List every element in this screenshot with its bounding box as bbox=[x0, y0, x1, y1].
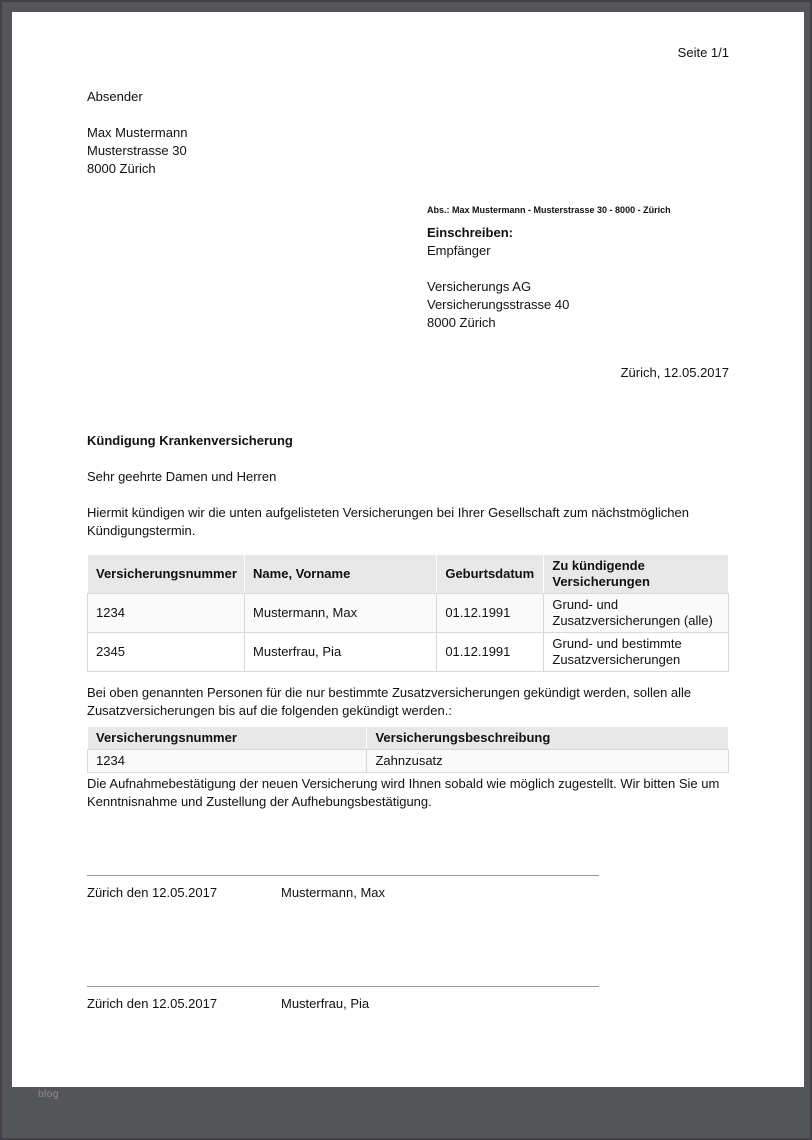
registered-mail-label: Einschreiben: bbox=[427, 225, 513, 240]
sender-label: Absender bbox=[87, 89, 143, 104]
sender-city: 8000 Zürich bbox=[87, 161, 156, 176]
signature-place-date: Zürich den 12.05.2017 bbox=[87, 885, 218, 900]
blog-watermark: blog bbox=[38, 1089, 59, 1100]
table-cell: Grund- und bestimmte Zusatzversicherungen bbox=[544, 633, 729, 672]
sender-address-block bbox=[87, 124, 729, 178]
exception-table bbox=[87, 726, 729, 773]
signature-line bbox=[87, 875, 599, 876]
table-header-row bbox=[88, 727, 729, 750]
recipient-label: Empfänger bbox=[427, 243, 491, 258]
recipient-city: 8000 Zürich bbox=[427, 315, 496, 330]
table-cell: 01.12.1991 bbox=[437, 633, 544, 672]
sender-name: Max Mustermann bbox=[87, 125, 188, 140]
signature-text bbox=[87, 884, 729, 902]
signature-place-date: Zürich den 12.05.2017 bbox=[87, 996, 218, 1011]
signature-name: Musterfrau, Pia bbox=[281, 996, 370, 1011]
table-header-row bbox=[88, 555, 729, 594]
table-cell: 1234 bbox=[88, 750, 367, 773]
signature-line bbox=[87, 986, 599, 987]
table-cell: Mustermann, Max bbox=[245, 594, 437, 633]
middle-paragraph: Bei oben genannten Personen für die nur bestimmte Zusatzversicherungen gekündigt werden, sollen alle Zusatzversicherungen bis auf die folgenden gekündigt werden.: bbox=[87, 685, 692, 718]
recipient-address-block bbox=[427, 204, 729, 332]
table-cell: Musterfrau, Pia bbox=[245, 633, 437, 672]
column-header: Zu kündigende Versicherungen bbox=[544, 555, 729, 594]
table-cell: Grund- und Zusatzversicherungen (alle) bbox=[544, 594, 729, 633]
insurance-table bbox=[87, 554, 729, 672]
table-cell: 1234 bbox=[88, 594, 245, 633]
column-header: Versicherungsnummer bbox=[88, 727, 367, 750]
signature-block bbox=[87, 986, 729, 1013]
table-cell: 01.12.1991 bbox=[437, 594, 544, 633]
signature-name: Mustermann, Max bbox=[281, 885, 386, 900]
page-number: Seite 1/1 bbox=[677, 45, 729, 60]
subject-line: Kündigung Krankenversicherung bbox=[87, 433, 293, 448]
table-cell: 2345 bbox=[88, 633, 245, 672]
column-header: Geburtsdatum bbox=[437, 555, 544, 594]
table-row bbox=[88, 594, 729, 633]
recipient-company: Versicherungs AG bbox=[427, 279, 532, 294]
column-header: Versicherungsbeschreibung bbox=[367, 727, 729, 750]
table-row bbox=[88, 750, 729, 773]
table-row bbox=[88, 633, 729, 672]
column-header: Name, Vorname bbox=[245, 555, 437, 594]
recipient-street: Versicherungsstrasse 40 bbox=[427, 297, 570, 312]
signature-text bbox=[87, 995, 729, 1013]
spacer bbox=[427, 260, 729, 278]
letter-page bbox=[12, 12, 804, 1087]
sender-street: Musterstrasse 30 bbox=[87, 143, 187, 158]
return-address-line: Abs.: Max Mustermann - Musterstrasse 30 - 8000 - Zürich bbox=[427, 205, 671, 215]
table-cell: Zahnzusatz bbox=[367, 750, 729, 773]
signature-block bbox=[87, 875, 729, 902]
column-header: Versicherungsnummer bbox=[88, 555, 245, 594]
intro-paragraph: Hiermit kündigen wir die unten aufgelisteten Versicherungen bei Ihrer Gesellschaft zum nächstmöglichen Kündigungstermin. bbox=[87, 505, 689, 538]
salutation: Sehr geehrte Damen und Herren bbox=[87, 469, 277, 484]
date-line: Zürich, 12.05.2017 bbox=[620, 365, 729, 380]
closing-paragraph: Die Aufnahmebestätigung der neuen Versicherung wird Ihnen sobald wie möglich zugestellt. Wir bitten Sie um Kenntnisnahme und Zustellung der Aufhebungsbestätigung. bbox=[87, 776, 720, 809]
